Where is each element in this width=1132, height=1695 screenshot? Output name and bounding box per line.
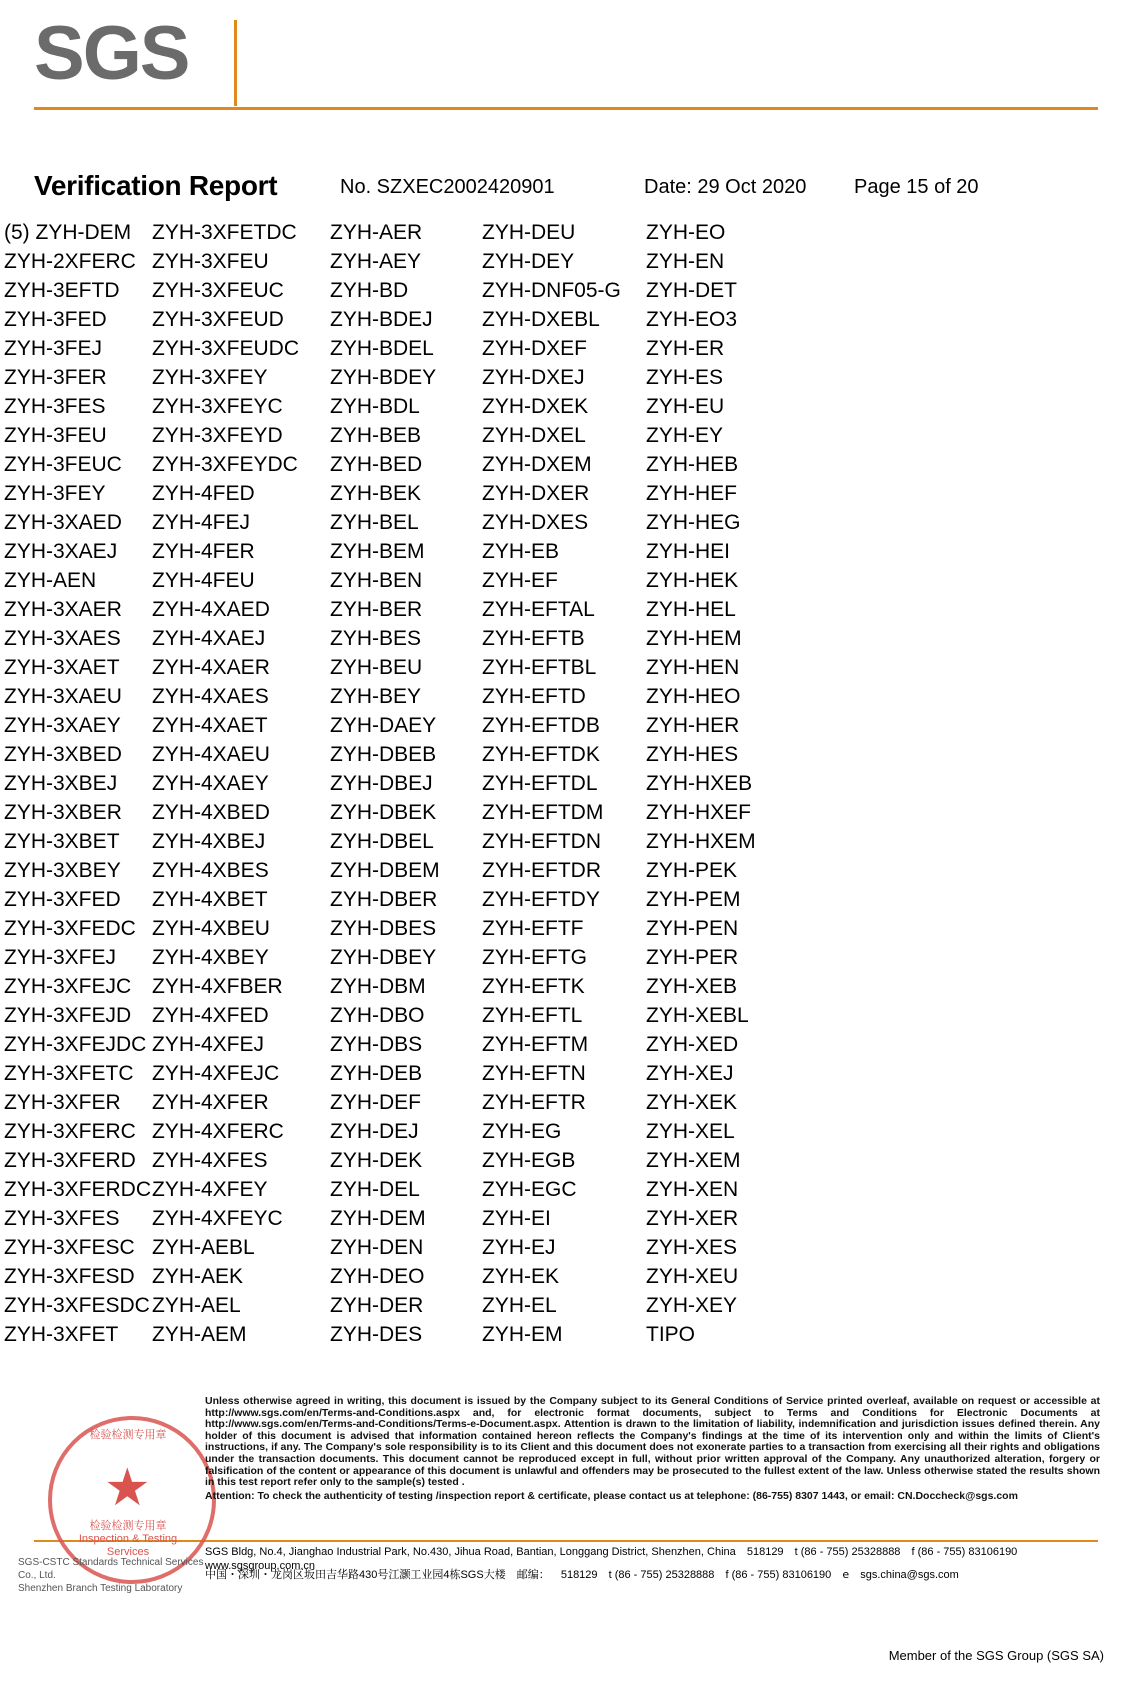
code-cell: ZYH-EFTDN [482, 830, 601, 853]
code-cell: ZYH-XEY [646, 1294, 738, 1317]
code-row [4, 595, 1104, 624]
code-cell: ZYH-4XAED [152, 598, 270, 621]
code-cell: ZYH-DXER [482, 482, 590, 505]
code-cell: ZYH-EFTDM [482, 801, 604, 824]
code-row [4, 914, 1104, 943]
code-cell: ZYH-3EFTD [4, 279, 120, 302]
code-row [4, 1001, 1104, 1030]
code-cell: ZYH-EFTAL [482, 598, 595, 621]
code-cell: ZYH-3XFEUD [152, 308, 284, 331]
code-cell: ZYH-DXEM [482, 453, 592, 476]
code-cell: ZYH-DXES [482, 511, 589, 534]
code-row [4, 305, 1104, 334]
code-row [4, 682, 1104, 711]
code-row [4, 479, 1104, 508]
code-cell: ZYH-HEK [646, 569, 739, 592]
code-cell: ZYH-EL [482, 1294, 557, 1317]
code-cell: ZYH-XEBL [646, 1004, 749, 1027]
code-cell: ZYH-4XBET [152, 888, 268, 911]
code-cell: ZYH-DBER [330, 888, 438, 911]
code-cell: ZYH-3XBEY [4, 859, 121, 882]
postcode-en: 518129 [746, 1546, 784, 1558]
code-cell: ZYH-HEN [646, 656, 740, 679]
code-cell: ZYH-3XFERC [4, 1120, 136, 1143]
code-cell: ZYH-4XFEY [152, 1178, 268, 1201]
code-cell: ZYH-4XBEY [152, 946, 269, 969]
code-cell: ZYH-HXEB [646, 772, 753, 795]
address-en-text: SGS Bldg, No.4, Jianghao Industrial Park, No.430, Jihua Road, Bantian, Longgang District, Shenzhen, China [205, 1546, 736, 1558]
code-cell: ZYH-3XFEJD [4, 1004, 132, 1027]
code-cell: ZYH-ES [646, 366, 724, 389]
code-cell: ZYH-4FEJ [152, 511, 251, 534]
code-cell: ZYH-BEN [330, 569, 423, 592]
code-cell: ZYH-XEN [646, 1178, 739, 1201]
code-cell: ZYH-PEK [646, 859, 738, 882]
code-row [4, 537, 1104, 566]
code-row [4, 856, 1104, 885]
code-row [4, 218, 1104, 247]
code-cell: ZYH-DEJ [330, 1120, 419, 1143]
stamp-star-icon: ★ [104, 1458, 151, 1518]
code-row [4, 1204, 1104, 1233]
code-cell: ZYH-DBEB [330, 743, 437, 766]
code-row [4, 798, 1104, 827]
code-cell: ZYH-DXEL [482, 424, 586, 447]
code-cell: ZYH-3XFEDC [4, 917, 136, 940]
code-cell: ZYH-4XFEYC [152, 1207, 283, 1230]
code-cell: ZYH-DEU [482, 221, 576, 244]
code-cell: ZYH-DXEK [482, 395, 589, 418]
code-cell: ZYH-XEU [646, 1265, 739, 1288]
code-cell: ZYH-AEL [152, 1294, 241, 1317]
code-cell: ZYH-4XFEJ [152, 1033, 265, 1056]
code-cell: ZYH-HEB [646, 453, 739, 476]
code-cell: ZYH-4XBEU [152, 917, 270, 940]
code-cell: ZYH-4XFES [152, 1149, 268, 1172]
report-number: No. SZXEC2002420901 [340, 176, 555, 198]
code-cell: ZYH-3XFESC [4, 1236, 135, 1259]
code-row [4, 972, 1104, 1001]
code-cell: ZYH-XES [646, 1236, 738, 1259]
code-cell: ZYH-3XAEU [4, 685, 122, 708]
fax-en: f (86 - 755) 83106190 [911, 1546, 1018, 1558]
stamp-arc-text: 检验检测专用章 [89, 1429, 167, 1441]
code-cell: ZYH-DBEJ [330, 772, 433, 795]
code-cell: ZYH-3XFER [4, 1091, 121, 1114]
code-row [4, 624, 1104, 653]
code-cell: ZYH-4XFERC [152, 1120, 284, 1143]
code-cell: ZYH-EFTDK [482, 743, 600, 766]
code-cell: ZYH-XER [646, 1207, 739, 1230]
code-row [4, 276, 1104, 305]
code-cell: ZYH-3XFETC [4, 1062, 134, 1085]
code-row [4, 711, 1104, 740]
code-cell: ZYH-DXEBL [482, 308, 600, 331]
code-cell: ZYH-EFTN [482, 1062, 586, 1085]
tel-en: t (86 - 755) 25328888 [794, 1546, 901, 1558]
code-cell: ZYH-DBEK [330, 801, 437, 824]
code-cell: ZYH-3XFEYD [152, 424, 283, 447]
code-cell: ZYH-4XBEJ [152, 830, 266, 853]
sgs-logo [34, 11, 239, 106]
code-cell: ZYH-AER [330, 221, 423, 244]
address-cn-text: 中国・深圳・龙岗区坂田吉华路430号江灏工业园4栋SGS大楼 [205, 1569, 506, 1581]
code-cell: ZYH-BEY [330, 685, 422, 708]
code-cell: ZYH-HEO [646, 685, 741, 708]
website-en[interactable]: www.sgsgroup.com.cn [205, 1560, 316, 1572]
code-cell: TIPO [646, 1323, 696, 1346]
code-cell: ZYH-PEM [646, 888, 741, 911]
code-cell: ZYH-EY [646, 424, 724, 447]
code-cell: ZYH-EB [482, 540, 560, 563]
code-cell: ZYH-HXEM [646, 830, 756, 853]
code-cell: ZYH-DET [646, 279, 737, 302]
code-cell: ZYH-EN [646, 250, 725, 273]
code-cell: ZYH-3XAES [4, 627, 121, 650]
code-cell: ZYH-EO3 [646, 308, 738, 331]
code-row [4, 1117, 1104, 1146]
code-cell: ZYH-4XAEU [152, 743, 270, 766]
code-cell: ZYH-3XFESD [4, 1265, 135, 1288]
code-row [4, 1291, 1104, 1320]
code-cell: ZYH-DBES [330, 917, 437, 940]
code-cell: ZYH-AEY [330, 250, 422, 273]
stamp-inner-line2: Inspection & Testing Services [78, 1533, 178, 1558]
code-cell: ZYH-AEBL [152, 1236, 255, 1259]
code-cell: ZYH-3FEU [4, 424, 107, 447]
stamp-inner-text [76, 1520, 180, 1559]
fax-cn: f (86 - 755) 83106190 [725, 1569, 832, 1581]
code-cell: ZYH-BER [330, 598, 423, 621]
code-cell: ZYH-3XFETDC [152, 221, 297, 244]
code-cell: ZYH-3XFEYDC [152, 453, 298, 476]
email-cn[interactable]: sgs.china@sgs.com [860, 1569, 959, 1581]
code-cell: ZYH-XEB [646, 975, 738, 998]
code-cell: ZYH-3XFEJC [4, 975, 132, 998]
code-cell: ZYH-4XAEY [152, 772, 269, 795]
code-cell: (5) ZYH-DEM [4, 221, 132, 244]
code-cell: ZYH-3XFET [4, 1323, 119, 1346]
code-row [4, 508, 1104, 537]
code-cell: ZYH-DEK [330, 1149, 423, 1172]
code-cell: ZYH-XEJ [646, 1062, 734, 1085]
code-cell: ZYH-XEL [646, 1120, 735, 1143]
code-cell: ZYH-BEU [330, 656, 423, 679]
code-cell: ZYH-HER [646, 714, 740, 737]
code-cell: ZYH-3XAEY [4, 714, 121, 737]
code-row [4, 1262, 1104, 1291]
terms-text: Unless otherwise agreed in writing, this document is issued by the Company subject to its General Conditions of Service printed overleaf, available on request or accessible at http://www.sgs.com/en/Terms-and-Conditions.aspx and, for electronic format documents, subject to Terms and Conditions for Electronic Documents at http://www.sgs.com/en/Terms-and-Conditions/Terms-e-Document.aspx. Attention is drawn to the limitation of liability, indemnification and jurisdiction issues defined therein. Any holder of this document is advised that information contained hereon reflects the Company's findings at the time of its intervention only and within the limits of Client's instructions, if any. The Company's sole responsibility is to its Client and this document does not exonerate parties to a transaction from exercising all their rights and obligations under the transaction documents. This document cannot be reproduced except in full, without prior written approval of the Company. Any unauthorized alteration, forgery or falsification of the content or appearance of this document is unlawful and offenders may be prosecuted to the fullest extent of the law. Unless otherwise stated the results shown in this test report refer only to the sample(s) tested . [205, 1395, 1100, 1489]
code-cell: ZYH-4XFER [152, 1091, 269, 1114]
code-cell: ZYH-AEK [152, 1265, 244, 1288]
code-cell: ZYH-HEL [646, 598, 736, 621]
code-row [4, 769, 1104, 798]
code-cell: ZYH-HEF [646, 482, 737, 505]
code-cell: ZYH-BEM [330, 540, 425, 563]
code-row [4, 1088, 1104, 1117]
stamp-company-name: SGS-CSTC Standards Technical Services Co., Ltd. [18, 1557, 204, 1581]
code-cell: ZYH-EF [482, 569, 558, 592]
model-code-list [4, 218, 1104, 1349]
code-cell: ZYH-BES [330, 627, 422, 650]
code-row [4, 1320, 1104, 1349]
code-cell: ZYH-DBEM [330, 859, 440, 882]
code-cell: ZYH-3XFERD [4, 1149, 136, 1172]
stamp-branch-name: Shenzhen Branch Testing Laboratory [18, 1583, 183, 1594]
code-cell: ZYH-DEO [330, 1265, 425, 1288]
code-cell: ZYH-3XFEUDC [152, 337, 300, 360]
code-cell: ZYH-HXEF [646, 801, 751, 824]
code-cell: ZYH-4XAES [152, 685, 269, 708]
code-cell: ZYH-PEN [646, 917, 739, 940]
code-cell: ZYH-BED [330, 453, 423, 476]
code-cell: ZYH-EFTDL [482, 772, 598, 795]
code-cell: ZYH-3FEJ [4, 337, 103, 360]
email-icon: e [842, 1568, 850, 1581]
code-cell: ZYH-3XFEUC [152, 279, 284, 302]
code-cell: ZYH-XEM [646, 1149, 741, 1172]
report-header-row [34, 170, 1104, 202]
stamp-side-text [18, 1556, 218, 1595]
code-cell: ZYH-EFTF [482, 917, 584, 940]
code-cell: ZYH-BEK [330, 482, 422, 505]
code-cell: ZYH-DEY [482, 250, 575, 273]
code-cell: ZYH-PER [646, 946, 739, 969]
sgs-logo-text: SGS [34, 11, 189, 96]
code-cell: ZYH-4XFBER [152, 975, 283, 998]
code-cell: ZYH-4XFED [152, 1004, 269, 1027]
code-cell: ZYH-BEL [330, 511, 419, 534]
code-cell: ZYH-BDL [330, 395, 420, 418]
code-cell: ZYH-EFTBL [482, 656, 597, 679]
code-row [4, 827, 1104, 856]
code-cell: ZYH-DAEY [330, 714, 437, 737]
code-cell: ZYH-3XAEJ [4, 540, 118, 563]
code-row [4, 885, 1104, 914]
code-cell: ZYH-EFTG [482, 946, 587, 969]
code-cell: ZYH-3XFEU [152, 250, 269, 273]
code-cell: ZYH-AEM [152, 1323, 247, 1346]
code-cell: ZYH-HES [646, 743, 739, 766]
code-cell: ZYH-3XBED [4, 743, 122, 766]
code-cell: ZYH-HEM [646, 627, 742, 650]
code-cell: ZYH-DBEL [330, 830, 434, 853]
code-cell: ZYH-DES [330, 1323, 423, 1346]
code-cell: ZYH-DBS [330, 1033, 423, 1056]
code-cell: ZYH-EO [646, 221, 726, 244]
code-cell: ZYH-BDEL [330, 337, 434, 360]
terms-paragraph [205, 1396, 1100, 1502]
code-cell: ZYH-3XBER [4, 801, 122, 824]
report-date: Date: 29 Oct 2020 [644, 176, 807, 198]
code-cell: ZYH-HEG [646, 511, 741, 534]
code-cell: ZYH-EFTB [482, 627, 585, 650]
code-cell: ZYH-4FER [152, 540, 255, 563]
code-cell: ZYH-3XFEY [152, 366, 268, 389]
code-row [4, 334, 1104, 363]
code-cell: ZYH-3FEY [4, 482, 106, 505]
code-row [4, 653, 1104, 682]
code-cell: ZYH-BDEJ [330, 308, 433, 331]
code-cell: ZYH-EFTDB [482, 714, 600, 737]
code-cell: ZYH-EK [482, 1265, 560, 1288]
address-line-cn [205, 1568, 1105, 1582]
code-row [4, 247, 1104, 276]
code-cell: ZYH-XED [646, 1033, 739, 1056]
code-cell: ZYH-4XAER [152, 656, 270, 679]
code-cell: ZYH-DER [330, 1294, 424, 1317]
code-cell: ZYH-2XFERC [4, 250, 136, 273]
code-cell: ZYH-DNF05-G [482, 279, 621, 302]
code-cell: ZYH-DBO [330, 1004, 425, 1027]
code-cell: ZYH-EFTK [482, 975, 585, 998]
code-cell: ZYH-DBEY [330, 946, 437, 969]
code-cell: ZYH-EFTR [482, 1091, 586, 1114]
logo-vertical-rule [234, 20, 237, 106]
code-cell: ZYH-EG [482, 1120, 562, 1143]
code-cell: ZYH-XEK [646, 1091, 738, 1114]
code-cell: ZYH-HEI [646, 540, 730, 563]
stamp-inner-line1: 检验检测专用章 [89, 1520, 167, 1532]
code-cell: ZYH-3XFESDC [4, 1294, 150, 1317]
code-cell: ZYH-3XBEJ [4, 772, 118, 795]
postcode-cn: 518129 [560, 1569, 598, 1581]
page-number: Page 15 of 20 [854, 176, 979, 198]
code-cell: ZYH-3XFEYC [152, 395, 283, 418]
code-cell: ZYH-3XFEJ [4, 946, 117, 969]
code-cell: ZYH-4XAET [152, 714, 268, 737]
page-title: Verification Report [34, 170, 278, 201]
code-cell: ZYH-EFTDR [482, 859, 601, 882]
code-cell: ZYH-4XBES [152, 859, 269, 882]
postcode-label-cn: 邮编： [516, 1569, 550, 1581]
code-cell: ZYH-DEB [330, 1062, 423, 1085]
code-cell: ZYH-4FEU [152, 569, 255, 592]
code-row [4, 1146, 1104, 1175]
member-notice: Member of the SGS Group (SGS SA) [888, 1648, 1104, 1663]
code-cell: ZYH-DEM [330, 1207, 426, 1230]
code-row [4, 1059, 1104, 1088]
code-cell: ZYH-ER [646, 337, 725, 360]
code-cell: ZYH-DXEF [482, 337, 587, 360]
code-cell: ZYH-EFTD [482, 685, 586, 708]
code-cell: ZYH-4XBED [152, 801, 270, 824]
code-cell: ZYH-EGB [482, 1149, 576, 1172]
code-cell: ZYH-DEF [330, 1091, 421, 1114]
code-cell: ZYH-EFTDY [482, 888, 600, 911]
code-cell: ZYH-BD [330, 279, 409, 302]
code-row [4, 943, 1104, 972]
code-cell: ZYH-BDEY [330, 366, 437, 389]
code-cell: ZYH-3XAED [4, 511, 122, 534]
code-cell: ZYH-3XFED [4, 888, 121, 911]
code-cell: ZYH-AEN [4, 569, 97, 592]
code-row [4, 1030, 1104, 1059]
code-row [4, 740, 1104, 769]
code-cell: ZYH-3XFERDC [4, 1178, 152, 1201]
code-cell: ZYH-EM [482, 1323, 563, 1346]
code-row [4, 392, 1104, 421]
code-cell: ZYH-3FEUC [4, 453, 122, 476]
code-cell: ZYH-3FES [4, 395, 106, 418]
code-cell: ZYH-3XBET [4, 830, 120, 853]
code-cell: ZYH-EI [482, 1207, 551, 1230]
code-cell: ZYH-4XAEJ [152, 627, 266, 650]
code-cell: ZYH-DEL [330, 1178, 420, 1201]
code-row [4, 566, 1104, 595]
tel-cn: t (86 - 755) 25328888 [608, 1569, 715, 1581]
code-row [4, 363, 1104, 392]
code-cell: ZYH-3XAER [4, 598, 122, 621]
attention-notice: Attention: To check the authenticity of testing /inspection report & certificate, please contact us at telephone: (86-755) 8307 1443, or email: CN.Doccheck@sgs.com [205, 1489, 1018, 1502]
code-cell: ZYH-EFTM [482, 1033, 589, 1056]
code-cell: ZYH-4FED [152, 482, 255, 505]
code-cell: ZYH-EGC [482, 1178, 577, 1201]
code-cell: ZYH-3FED [4, 308, 107, 331]
header-divider [34, 107, 1098, 110]
code-cell: ZYH-EJ [482, 1236, 556, 1259]
code-cell: ZYH-3XFES [4, 1207, 120, 1230]
code-row [4, 1175, 1104, 1204]
code-cell: ZYH-DBM [330, 975, 426, 998]
code-row [4, 421, 1104, 450]
code-cell: ZYH-DEN [330, 1236, 424, 1259]
code-cell: ZYH-EU [646, 395, 725, 418]
code-cell: ZYH-3XAET [4, 656, 120, 679]
code-cell: ZYH-EFTL [482, 1004, 583, 1027]
code-cell: ZYH-BEB [330, 424, 422, 447]
code-row [4, 450, 1104, 479]
official-stamp [18, 1408, 214, 1604]
code-cell: ZYH-4XFEJC [152, 1062, 280, 1085]
code-cell: ZYH-3XFEJDC [4, 1033, 147, 1056]
code-row [4, 1233, 1104, 1262]
code-cell: ZYH-3FER [4, 366, 107, 389]
code-cell: ZYH-DXEJ [482, 366, 585, 389]
